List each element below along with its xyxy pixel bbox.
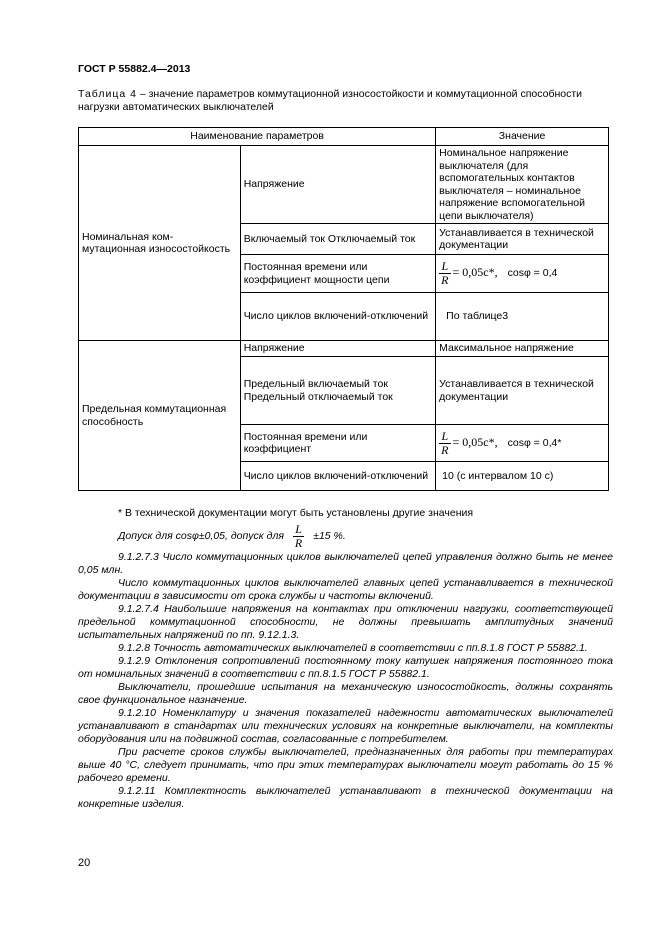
paragraph: 9.1.2.10 Номенклатуру и значения показателей надежности автоматических выключателей устанавливают в стандартах или технических условиях на конкретные выключатели, на комплекты оборудования или на подвижной состав, согласованные с потребителем.	[78, 707, 613, 745]
table-caption	[78, 88, 610, 114]
l-over-r-fraction	[439, 260, 450, 287]
param-cell: Предельный включаемый ток Предельный отключаемый ток	[240, 357, 435, 425]
paragraph: 9.1.2.7.3 Число коммутационных циклов выключателей цепей управления должно быть не менее 0,05 млн.	[78, 551, 613, 576]
table-footnote: * В технической документации могут быть установлены другие значения	[118, 507, 474, 519]
group-name-cell: Номинальная ком-мутационная износостойкость	[79, 146, 241, 341]
header-parameter-name: Наименование параметров	[79, 128, 436, 146]
param-cell: Число циклов включений-отключений	[240, 462, 435, 491]
table-caption-text: – значение параметров коммутационной износостойкости и коммутационной способности нагрузки автоматических выключателей	[78, 88, 583, 113]
parameters-table	[78, 127, 609, 491]
paragraph: 9.1.2.7.4 Наибольшие напряжения на контактах при отключении нагрузки, соответствующей предельной коммутационной способности, не должны превышать амплитудных значений испытательных напряжений по пп. 9.12.1.3.	[78, 603, 613, 641]
table-row	[79, 146, 609, 224]
fraction-denominator: R	[441, 273, 449, 287]
fraction-numerator: L	[293, 523, 304, 537]
paragraph: При расчете сроков службы выключателей, предназначенных для работы при температурах выше 40 °С, следует принимать, что при этих температурах выключатели могут работать до 15 % рабочего времени.	[78, 746, 613, 784]
value-cell: Максимальное напряжение	[436, 341, 609, 357]
fraction-numerator: L	[439, 260, 450, 274]
param-cell: Включаемый ток Отключаемый ток	[240, 224, 435, 255]
page-number: 20	[78, 857, 91, 869]
value-cell: Устанавливается в технической документации	[436, 357, 609, 425]
fraction-denominator: R	[441, 442, 449, 457]
value-cell: Устанавливается в технической документации	[436, 224, 609, 255]
paragraph: Число коммутационных циклов выключателей главных цепей устанавливается в технической документации в зависимости от срока службы и частоты включений.	[78, 577, 613, 602]
formula-value: = 0,05c*,	[452, 265, 498, 280]
param-cell: Постоянная времени или коэффициент мощности цепи	[240, 255, 435, 293]
time-constant-formula	[439, 428, 562, 457]
paragraph: Выключатели, прошедшие испытания на механическую износостойкость, должны сохранять свое функциональное назначение.	[78, 681, 613, 706]
tolerance-block	[78, 521, 613, 551]
param-cell: Напряжение	[240, 146, 435, 224]
power-factor: cosφ = 0,4*	[507, 436, 562, 449]
time-constant-formula	[439, 259, 558, 287]
fraction-numerator: L	[439, 430, 450, 444]
formula-value: = 0,05c*,	[452, 434, 498, 449]
tolerance-suffix: ±15 %.	[313, 530, 346, 542]
value-cell: Номинальное напряжение выключателя (для вспомогательных контактов выключателя – номинальное напряжение вспомогательной цепи выключателя)	[436, 146, 609, 224]
paragraph: 9.1.2.11 Комплектность выключателей устанавливают в технической документации на конкретные изделия.	[78, 785, 613, 810]
power-factor: cosφ = 0,4	[507, 267, 558, 280]
param-cell: Постоянная времени или коэффициент	[240, 425, 435, 462]
l-over-r-fraction	[439, 430, 450, 457]
value-cell	[436, 425, 609, 462]
header-value: Значение	[436, 128, 609, 146]
value-cell: 10 (с интервалом 10 с)	[436, 462, 609, 491]
paragraph: 9.1.2.8 Точность автоматических выключателей в соответствии с пп.8.1.8 ГОСТ Р 55882.1.	[118, 642, 588, 654]
table-caption-label: Таблица 4	[78, 88, 137, 100]
value-cell: По таблице3	[436, 293, 609, 341]
table-row	[79, 341, 609, 357]
tolerance-prefix: Допуск для cosφ±0,05, допуск для	[118, 530, 284, 542]
param-cell: Напряжение	[240, 341, 435, 357]
group-name-cell: Предельная коммутационная способность	[79, 341, 241, 491]
document-header: ГОСТ Р 55882.4—2013	[78, 63, 191, 75]
fraction-denominator: R	[294, 535, 303, 550]
tolerance-line	[78, 521, 613, 551]
paragraph: 9.1.2.9 Отклонения сопротивлений постоянному току катушек напряжения постоянного тока от номинальных значений в соответствии с пп.8.1.5 ГОСТ Р 55882.1.	[78, 655, 613, 680]
footnote-block	[78, 507, 613, 520]
value-cell	[436, 255, 609, 293]
table-header-row	[79, 128, 609, 146]
l-over-r-fraction	[293, 523, 304, 550]
param-cell: Число циклов включений-отключений	[240, 293, 435, 341]
body-text	[78, 551, 613, 811]
